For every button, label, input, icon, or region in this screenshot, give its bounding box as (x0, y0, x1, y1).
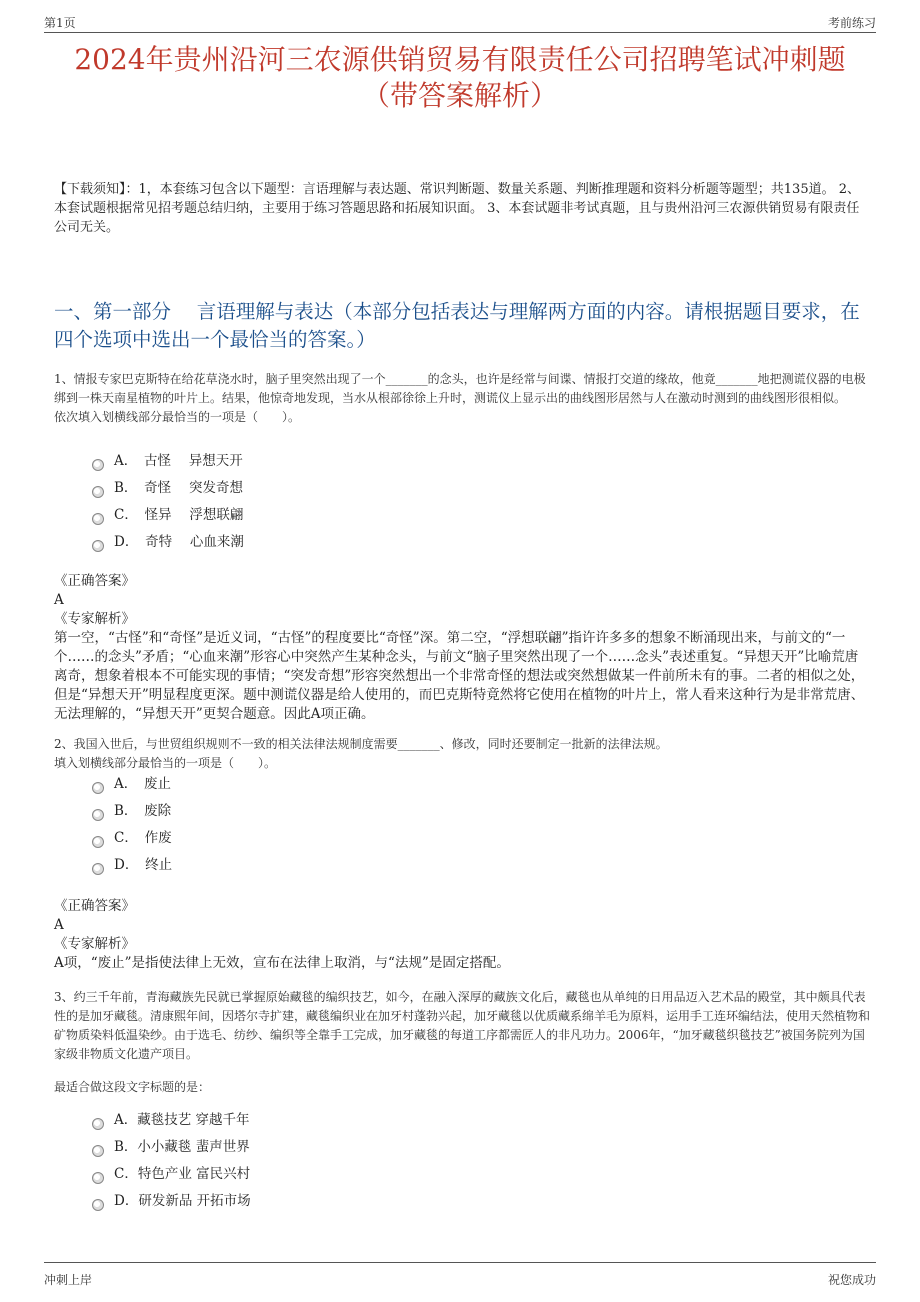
question-prompt: 最适合做这段文字标题的是： (54, 1080, 211, 1094)
radio-icon[interactable] (92, 540, 104, 552)
question-stem: 1、情报专家巴克斯特在给花草浇水时，脑子里突然出现了一个_______的念头，也许是经常与间谍、情报打交道的缘故，他竟_______地把测谎仪器的电极绑到一株天南星植物的叶片上。结果，他惊奇地发现，当水从根部徐徐上升时，测谎仪上显示出的曲线图形居然与人在激动时测到的曲线图形很相似。 (54, 372, 866, 405)
radio-icon[interactable] (92, 782, 104, 794)
option-label: D． 奇特 心血来潮 (114, 534, 244, 550)
radio-icon[interactable] (92, 1145, 104, 1157)
radio-icon[interactable] (92, 1199, 104, 1211)
radio-icon[interactable] (92, 863, 104, 875)
option-c[interactable] (92, 502, 244, 529)
option-c[interactable] (92, 825, 172, 852)
option-a[interactable] (92, 771, 172, 798)
title-line-2: （带答案解析） (361, 79, 558, 112)
radio-icon[interactable] (92, 809, 104, 821)
answer-value: A (54, 592, 64, 608)
question-2-options (92, 771, 172, 879)
question-1-options (92, 448, 244, 556)
option-c[interactable] (92, 1161, 251, 1188)
title-line-1: 2024年贵州沿河三农源供销贸易有限责任公司招聘笔试冲刺题 (74, 43, 846, 76)
option-d[interactable] (92, 852, 172, 879)
option-label: B． 废除 (114, 803, 172, 819)
question-3 (54, 988, 870, 1097)
footer-right: 祝您成功 (827, 1273, 876, 1287)
header-tag: 考前练习 (827, 16, 876, 30)
question-2-answer (54, 897, 870, 973)
radio-icon[interactable] (92, 459, 104, 471)
question-stem: 3、约三千年前，青海藏族先民就已掌握原始藏毯的编织技艺，如今，在融入深厚的藏族文化后，藏毯也从单纯的日用品迈入艺术品的殿堂，其中颇具代表性的是加牙藏毯。清康熙年间，因塔尔寺扩建，藏毯编织业在加牙村蓬勃兴起，加牙藏毯以优质藏系绵羊毛为原料，运用手工连环编结法，使用天然植物和矿物质染料低温染纱。由于选毛、纺纱、编织等全靠手工完成，加牙藏毯的每道工序都需匠人的非凡功力。2006年，“加牙藏毯织毯技艺”被国务院列为国家级非物质文化遗产项目。 (54, 990, 871, 1061)
option-label: B． 奇怪 突发奇想 (114, 480, 243, 496)
option-label: A．藏毯技艺 穿越千年 (114, 1112, 250, 1128)
analysis-text: 第一空，“古怪”和“奇怪”是近义词，“古怪”的程度要比“奇怪”深。第二空，“浮想联翩”指许许多多的想象不断涌现出来，与前文的“一个……的念头”矛盾；“心血来潮”形容心中突然产生某种念头，与前文“脑子里突然出现了一个……念头”表述重复。“异想天开”比喻荒唐离奇，想象着根本不可能实现的事情；“突发奇想”形容突然想出一个非常奇怪的想法或突然想做某一件前所未有的事。二者的相似之处，但是“异想天开”明显程度更深。题中测谎仪器是给人使用的，而巴克斯特竟然将它使用在植物的叶片上，常人看来这种行为是非常荒唐、无法理解的，“异想天开”更契合题意。因此A项正确。 (54, 630, 865, 722)
answer-label: 《正确答案》 (54, 573, 135, 589)
option-label: B．小小藏毯 蜚声世界 (114, 1139, 250, 1155)
option-d[interactable] (92, 529, 244, 556)
download-notice: 【下载须知】：1，本套练习包含以下题型：言语理解与表达题、常识判断题、数量关系题、判断推理题和资料分析题等题型；共135道。 2、本套试题根据常见招考题总结归纳，主要用于练习答题思路和拓展知识面。 3、本套试题非考试真题，且与贵州沿河三农源供销贸易有限责任公司无关。 (54, 182, 860, 235)
analysis-label: 《专家解析》 (54, 936, 135, 952)
page-title (40, 42, 880, 114)
analysis-text: A项，“废止”是指使法律上无效，宣布在法律上取消，与“法规”是固定搭配。 (54, 955, 510, 971)
option-d[interactable] (92, 1188, 251, 1215)
section-heading: 一、第一部分 言语理解与表达（本部分包括表达与理解两方面的内容。请根据题目要求，在四个选项中选出一个最恰当的答案。） (54, 300, 860, 351)
option-b[interactable] (92, 1134, 251, 1161)
option-label: A． 古怪 异想天开 (114, 453, 243, 469)
question-3-options (92, 1107, 251, 1215)
question-1 (54, 370, 870, 427)
option-b[interactable] (92, 475, 244, 502)
question-prompt: 填入划横线部分最恰当的一项是（ ）。 (54, 756, 277, 770)
page-number: 第1页 (44, 16, 76, 30)
radio-icon[interactable] (92, 486, 104, 498)
question-1-answer (54, 572, 870, 724)
answer-value: A (54, 917, 64, 933)
footer-left: 冲刺上岸 (44, 1273, 93, 1287)
option-a[interactable] (92, 1107, 251, 1134)
option-a[interactable] (92, 448, 244, 475)
radio-icon[interactable] (92, 513, 104, 525)
page-footer (44, 1262, 876, 1287)
answer-label: 《正确答案》 (54, 898, 135, 914)
radio-icon[interactable] (92, 1118, 104, 1130)
option-label: A． 废止 (114, 776, 171, 792)
radio-icon[interactable] (92, 836, 104, 848)
radio-icon[interactable] (92, 1172, 104, 1184)
question-prompt: 依次填入划横线部分最恰当的一项是（ ）。 (54, 410, 301, 424)
question-2 (54, 735, 870, 773)
option-label: D．研发新品 开拓市场 (114, 1193, 251, 1209)
analysis-label: 《专家解析》 (54, 611, 135, 627)
option-label: C． 作废 (114, 830, 172, 846)
option-label: C．特色产业 富民兴村 (114, 1166, 251, 1182)
page-header (44, 12, 876, 33)
question-stem: 2、我国入世后，与世贸组织规则不一致的相关法律法规制度需要_______、修改，同时还要制定一批新的法律法规。 (54, 737, 668, 751)
option-label: D． 终止 (114, 857, 173, 873)
option-b[interactable] (92, 798, 172, 825)
option-label: C． 怪异 浮想联翩 (114, 507, 244, 523)
